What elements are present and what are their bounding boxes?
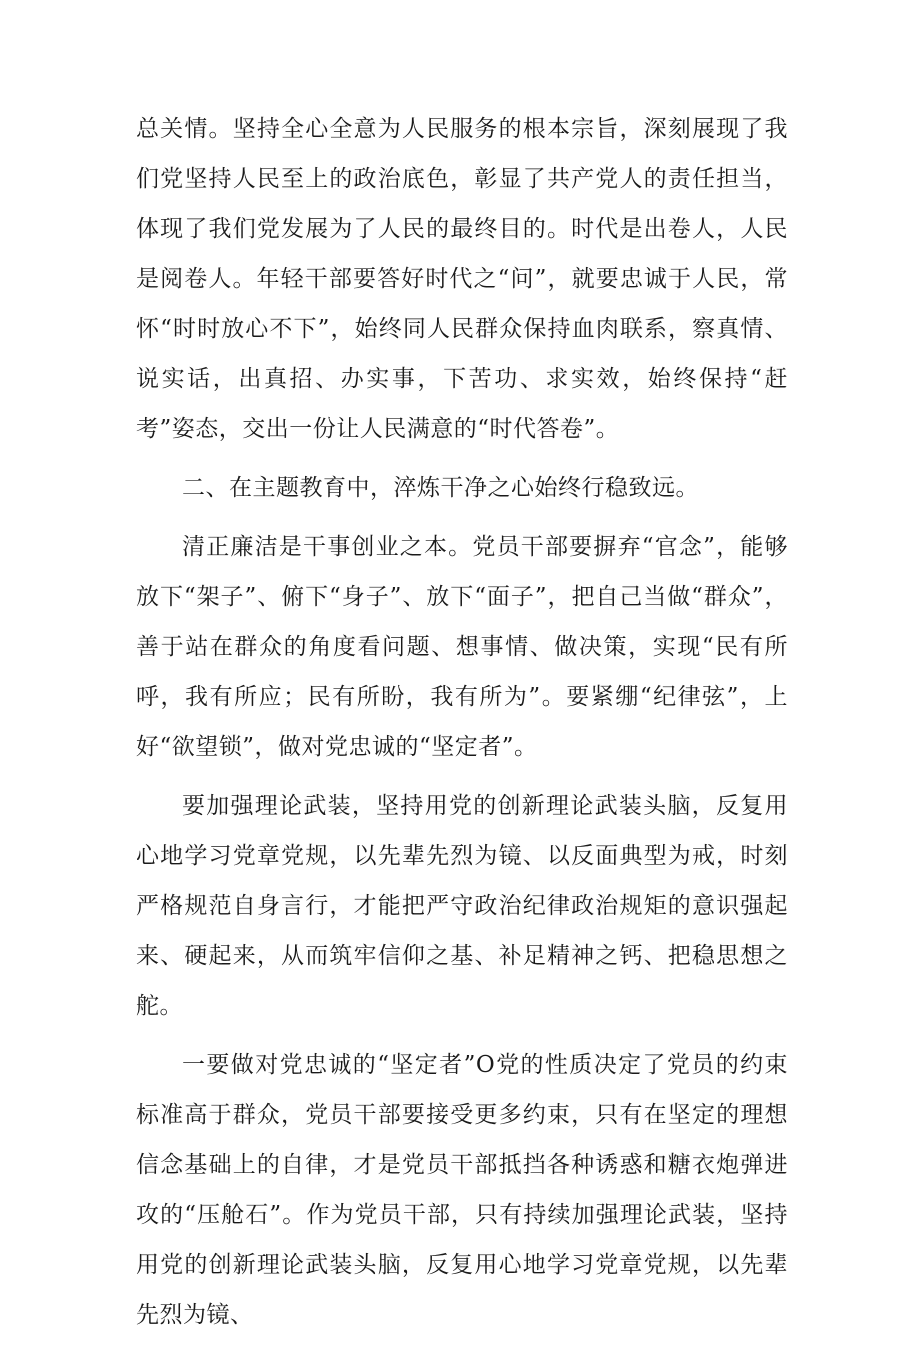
document-body — [136, 104, 788, 1349]
paragraph-theory: 要加强理论武装，坚持用党的创新理论武装头脑，反复用心地学习党章党规，以先辈先烈为镜、以反面典型为戒，时刻严格规范自身言行，才能把严守政治纪律政治规矩的意识强起来、硬起来，从而筑牢信仰之基、补足精神之钙、把稳思想之舵。 — [136, 793, 788, 1019]
section-heading: 二、在主题教育中，淬炼干净之心始终行稳致远。 — [182, 475, 699, 501]
paragraph-continuation: 总关情。坚持全心全意为人民服务的根本宗旨，深刻展现了我们党坚持人民至上的政治底色，彰显了共产党人的责任担当，体现了我们党发展为了人民的最终目的。时代是出卷人，人民是阅卷人。年轻干部要答好时代之“问”，就要忠诚于人民，常怀“时时放心不下”，始终同人民群众保持血肉联系，察真情、说实话，出真招、办实事，下苦功、求实效，始终保持“赶考”姿态，交出一份让人民满意的“时代答卷”。 — [136, 116, 788, 442]
paragraph-integrity: 清正廉洁是干事创业之本。党员干部要摒弃“官念”，能够放下“架子”、俯下“身子”、放下“面子”，把自己当做“群众”，善于站在群众的角度看问题、想事情、做决策，实现“民有所呼，我有所应；民有所盼，我有所为”。要紧绷“纪律弦”，上好“欲望锁”，做对党忠诚的“坚定者”。 — [136, 534, 788, 760]
paragraph-loyalty: 一要做对党忠诚的“坚定者”O党的性质决定了党员的约束标准高于群众，党员干部要接受更多约束，只有在坚定的理想信念基础上的自律，才是党员干部抵挡各种诱惑和糖衣炮弹进攻的“压舱石”。作为党员干部，只有持续加强理论武装，坚持用党的创新理论武装头脑，反复用心地学习党章党规，以先辈先烈为镜、 — [136, 1052, 788, 1328]
